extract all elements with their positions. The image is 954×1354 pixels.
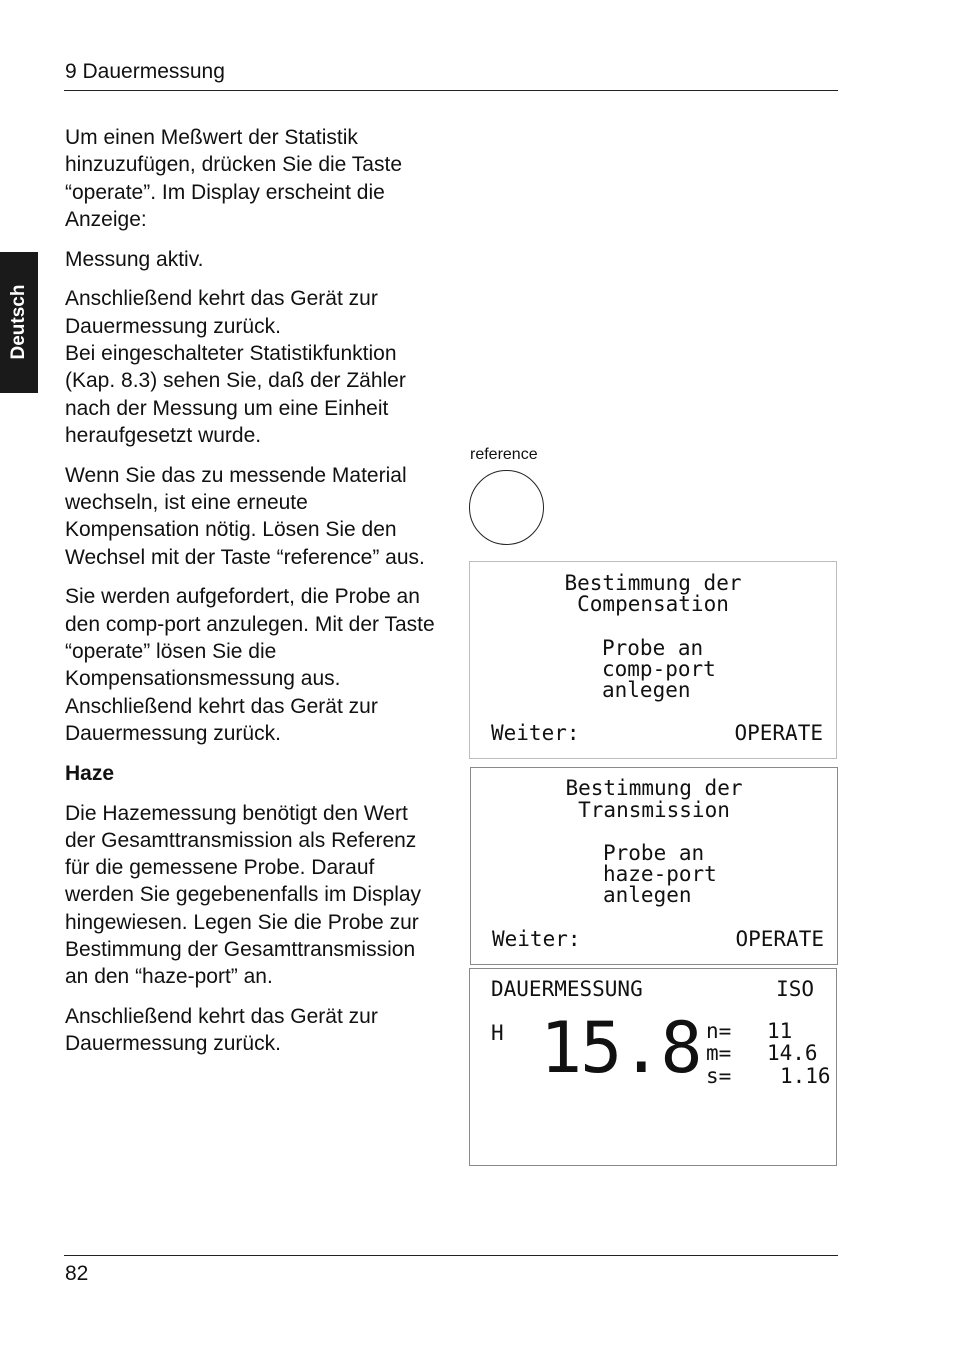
display-quantity: H xyxy=(491,1021,504,1045)
display-next-key: OPERATE xyxy=(735,927,824,951)
language-tab-label: Deutsch xyxy=(8,284,29,360)
display-dauermessung xyxy=(469,968,837,1166)
reference-button-label: reference xyxy=(470,446,538,463)
display-body: Probe an xyxy=(602,636,704,660)
display-stat-value-s: 1.16 xyxy=(780,1064,831,1088)
display-next-label: Weiter: xyxy=(491,721,580,745)
display-title: Bestimmung der xyxy=(565,776,743,800)
display-body: haze-port xyxy=(603,862,717,886)
paragraph: Die Hazemessung benötigt den Wert der Gesamttransmission als Referenz für die gemessene Probe. Darauf werden Sie gegebenenfalls im Display hingewiesen. Legen Sie die Probe zur Bestimmung der Gesamttransmission an den “haze-port” an. xyxy=(65,801,422,989)
display-stat-value-m: 14.6 xyxy=(767,1041,818,1065)
display-next-label: Weiter: xyxy=(492,927,581,951)
display-title: Compensation xyxy=(577,592,729,616)
display-mode: DAUERMESSUNG xyxy=(491,977,643,1001)
section-heading: Haze xyxy=(65,761,115,785)
display-body: comp-port xyxy=(602,657,716,681)
footer-rule xyxy=(64,1255,838,1256)
display-body: anlegen xyxy=(603,883,692,907)
paragraph: Sie werden aufgefordert, die Probe an den comp-port anzulegen. Mit der Taste “operate” lösen Sie die Kompensationsmessung aus. Anschließend kehrt das Gerät zur Dauermessung zurück. xyxy=(65,585,435,745)
display-next-key: OPERATE xyxy=(734,721,823,745)
paragraph: Anschließend kehrt das Gerät zur Dauermessung zurück. xyxy=(65,1005,378,1056)
display-standard: ISO xyxy=(776,977,814,1001)
paragraph: Anschließend kehrt das Gerät zur Dauermessung zurück. xyxy=(65,287,378,338)
header-title: 9 Dauermessung xyxy=(65,60,225,83)
page-number: 82 xyxy=(65,1262,89,1285)
display-stat-label-s: s= xyxy=(706,1064,732,1088)
display-stat-label-n: n= xyxy=(706,1019,732,1043)
display-compensation xyxy=(469,561,837,759)
display-value: 15.8 xyxy=(540,1007,701,1089)
display-body: Probe an xyxy=(603,841,705,865)
display-stat-value-n: 11 xyxy=(767,1019,793,1043)
reference-button[interactable] xyxy=(469,470,544,545)
display-body: anlegen xyxy=(602,678,691,702)
paragraph: Um einen Meßwert der Statistik hinzuzufügen, drücken Sie die Taste “operate”. Im Display erscheint die Anzeige: xyxy=(65,126,403,231)
body-text xyxy=(65,124,440,1070)
display-title: Bestimmung der xyxy=(564,571,742,595)
display-title: Transmission xyxy=(578,798,730,822)
paragraph: Bei eingeschalteter Statistikfunktion (Kap. 8.3) sehen Sie, daß der Zähler nach der Messung um eine Einheit heraufgesetzt wurde. xyxy=(65,342,406,447)
display-transmission xyxy=(470,767,838,965)
language-tab xyxy=(0,252,38,393)
display-stat-label-m: m= xyxy=(706,1041,732,1065)
paragraph: Wenn Sie das zu messende Material wechseln, ist eine erneute Kompensation nötig. Lösen Sie den Wechsel mit der Taste “reference” aus. xyxy=(65,463,425,569)
header-rule xyxy=(64,90,838,91)
paragraph: Messung aktiv. xyxy=(65,247,204,271)
